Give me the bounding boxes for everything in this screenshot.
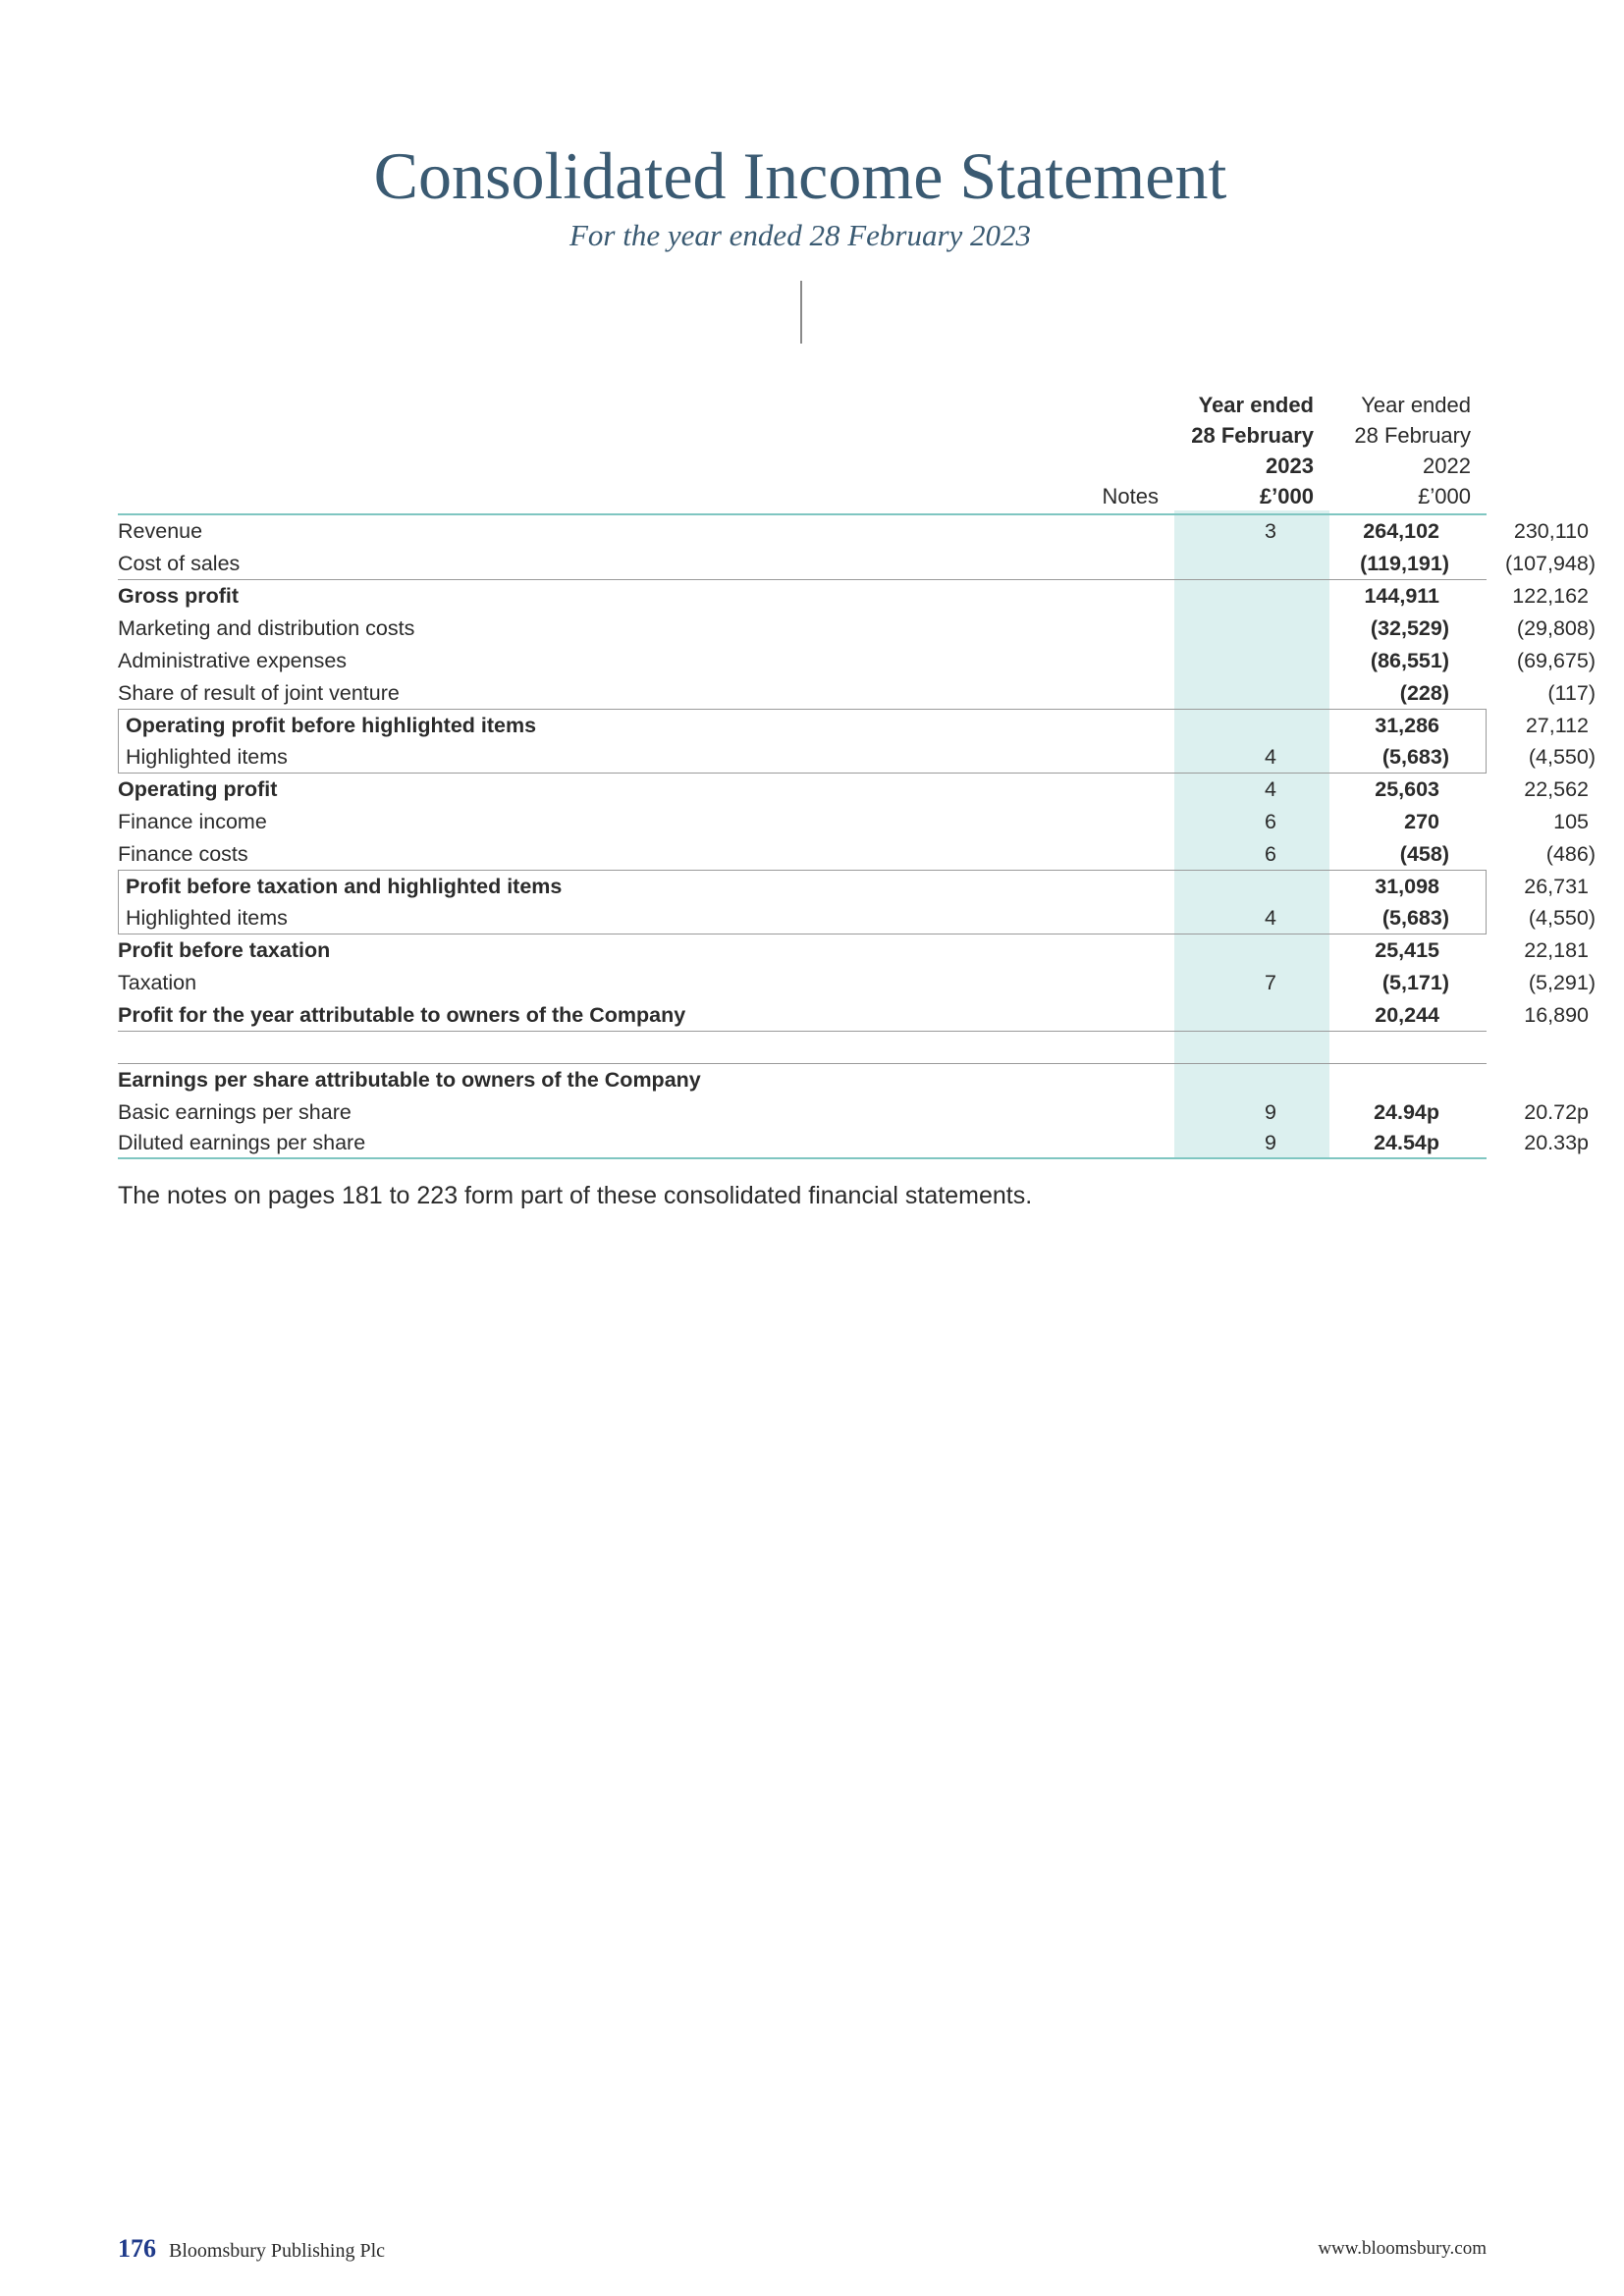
row-value-2022: 22,562 (1524, 777, 1589, 801)
table-row-marketing (118, 613, 1596, 645)
row-value-2022: 16,890 (1524, 1003, 1589, 1027)
row-label: Revenue (118, 519, 203, 543)
row-value-2023: 31,098 (1375, 875, 1439, 898)
header-2022-line2: 28 February (1354, 423, 1471, 448)
page-number: 176 (118, 2234, 156, 2263)
table-row-gross-profit (118, 580, 1589, 613)
row-value-2022: 122,162 (1512, 584, 1589, 608)
row-value-2022: (69,675) (1516, 649, 1596, 672)
row-label: Diluted earnings per share (118, 1131, 366, 1154)
row-value-2022: 22,181 (1524, 938, 1589, 962)
row-value-2022: (117) (1547, 681, 1596, 705)
row-label: Gross profit (118, 584, 240, 608)
row-value-2023: 24.54p (1374, 1131, 1439, 1154)
row-label: Profit before taxation and highlighted items (126, 875, 563, 898)
header-2023-line3: 2023 (1266, 454, 1314, 478)
row-value-2022: 20.33p (1524, 1131, 1589, 1154)
table-row-admin-expenses (118, 645, 1596, 677)
row-value-2023: (119,191) (1360, 552, 1449, 575)
table-row-finance-costs (118, 838, 1596, 871)
row-value-2023: (5,171) (1381, 971, 1449, 994)
row-value-2023: 264,102 (1363, 519, 1439, 543)
row-note: 7 (1265, 971, 1276, 994)
row-value-2023: (86,551) (1370, 649, 1449, 672)
footer-left (118, 2234, 385, 2264)
row-value-2022: 27,112 (1525, 714, 1589, 737)
row-note: 6 (1265, 842, 1276, 866)
row-label: Share of result of joint venture (118, 681, 400, 705)
row-value-2023: (458) (1399, 842, 1449, 866)
table-bottom-rule (118, 1157, 1487, 1159)
header-2022-line1: Year ended (1361, 393, 1471, 417)
row-value-2023: 25,603 (1375, 777, 1439, 801)
row-note: 4 (1265, 777, 1276, 801)
row-value-2023: (228) (1399, 681, 1449, 705)
table-row-operating-profit-before-highlighted (118, 710, 1589, 742)
row-value-2022: 20.72p (1524, 1100, 1589, 1124)
row-value-2022: (4,550) (1528, 745, 1596, 769)
row-label: Administrative expenses (118, 649, 348, 672)
row-label: Operating profit before highlighted items (126, 714, 537, 737)
table-row-cost-of-sales (118, 548, 1596, 580)
row-label: Taxation (118, 971, 197, 994)
header-2023-line1: Year ended (1198, 393, 1314, 417)
row-value-2023: 20,244 (1375, 1003, 1439, 1027)
row-value-2023: (5,683) (1381, 906, 1449, 930)
table-row-highlighted-items (118, 741, 1596, 774)
row-note: 9 (1265, 1100, 1276, 1124)
header-2022-line4: £’000 (1418, 484, 1471, 508)
row-label: Finance income (118, 810, 267, 833)
table-row-operating-profit (118, 774, 1589, 806)
row-value-2023: (32,529) (1370, 616, 1449, 640)
row-label: Operating profit (118, 777, 278, 801)
row-note: 3 (1265, 519, 1276, 543)
row-value-2022: (107,948) (1504, 552, 1596, 575)
row-label: Finance costs (118, 842, 248, 866)
table-row-finance-income (118, 806, 1589, 838)
company-name: Bloomsbury Publishing Plc (169, 2240, 386, 2262)
row-value-2023: 25,415 (1375, 938, 1439, 962)
row-value-2023: 24.94p (1374, 1100, 1439, 1124)
row-label: Profit before taxation (118, 938, 331, 962)
table-row-pbt-before-highlighted (118, 871, 1589, 903)
table-row-basic-eps (118, 1096, 1589, 1129)
table-row-joint-venture (118, 677, 1596, 710)
row-note: 4 (1265, 906, 1276, 930)
table-row-diluted-eps (118, 1127, 1589, 1159)
row-label: Marketing and distribution costs (118, 616, 415, 640)
row-label: Basic earnings per share (118, 1100, 352, 1124)
row-label: Cost of sales (118, 552, 241, 575)
row-label: Highlighted items (126, 906, 288, 930)
table-row-profit-for-year (118, 999, 1589, 1032)
row-label: Highlighted items (126, 745, 288, 769)
row-value-2023: 31,286 (1375, 714, 1439, 737)
header-2023-line4: £’000 (1259, 484, 1314, 508)
row-note: 9 (1265, 1131, 1276, 1154)
row-label: Profit for the year attributable to owners of the Company (118, 1003, 686, 1027)
eps-heading-label: Earnings per share attributable to owners of the Company (118, 1068, 701, 1092)
row-value-2022: (29,808) (1516, 616, 1596, 640)
row-value-2022: (486) (1545, 842, 1596, 866)
row-value-2023: 270 (1404, 810, 1439, 833)
header-2022-line3: 2022 (1423, 454, 1471, 478)
table-row-taxation (118, 967, 1596, 999)
row-value-2023: (5,683) (1381, 745, 1449, 769)
row-note: 6 (1265, 810, 1276, 833)
row-note: 4 (1265, 745, 1276, 769)
row-value-2022: (5,291) (1528, 971, 1596, 994)
row-value-2022: (4,550) (1528, 906, 1596, 930)
table-row-revenue (118, 515, 1589, 548)
header-notes: Notes (1102, 484, 1159, 508)
row-divider (118, 1031, 1487, 1032)
page-subtitle: For the year ended 28 February 2023 (568, 218, 1032, 252)
row-value-2022: 26,731 (1524, 875, 1589, 898)
row-value-2022: 105 (1553, 810, 1589, 833)
page-title: Consolidated Income Statement (373, 138, 1227, 213)
header-2023-line2: 28 February (1191, 423, 1314, 448)
title-divider (800, 281, 802, 344)
table-row-highlighted-items-2 (118, 902, 1596, 934)
row-value-2022: 230,110 (1513, 519, 1589, 543)
table-row-profit-before-taxation (118, 934, 1589, 967)
footer-website[interactable]: www.bloomsbury.com (1318, 2238, 1487, 2259)
notes-reference: The notes on pages 181 to 223 form part of these consolidated financial statements. (118, 1182, 1033, 1209)
eps-heading (118, 1064, 1487, 1096)
row-value-2023: 144,911 (1364, 584, 1439, 608)
